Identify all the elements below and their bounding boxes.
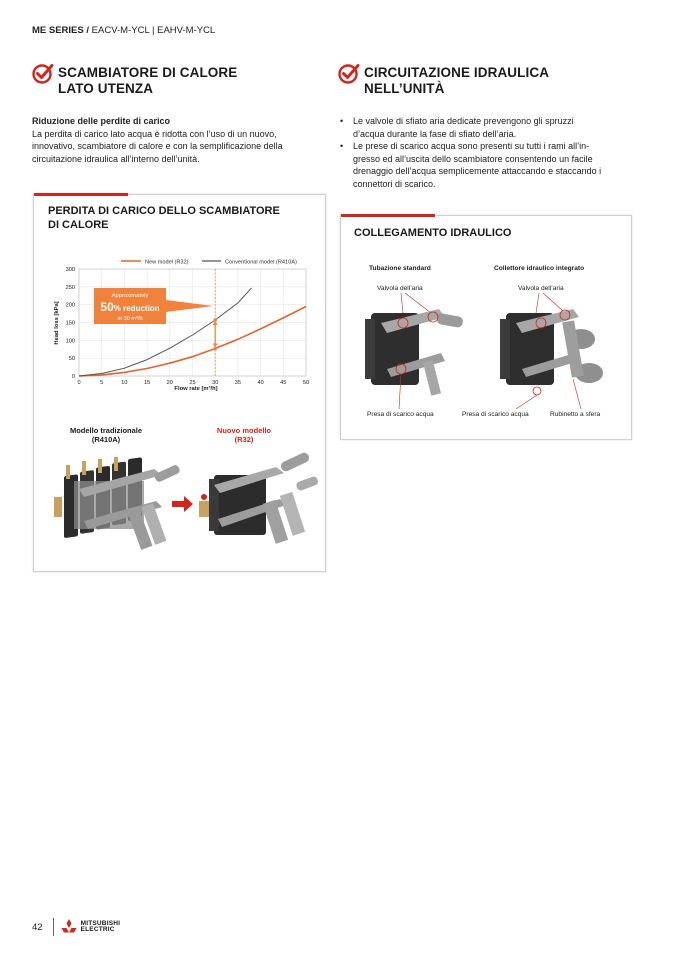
- x-tick-label: 50: [302, 380, 310, 386]
- x-tick-label: 35: [234, 380, 242, 386]
- left-body-line: innovativo, scambiatore di calore e con la semplificazione della: [32, 141, 283, 151]
- x-tick-label: 0: [77, 380, 81, 386]
- brand-wordmark: [81, 921, 121, 934]
- caption-old-model: [56, 426, 156, 444]
- caption-new-line2: (R32): [234, 435, 254, 444]
- left-section-title: [32, 62, 237, 97]
- annotation-reduction-label: % reduction: [113, 304, 160, 313]
- heat-exchanger-comparison-image: [44, 449, 319, 559]
- left-subtitle: Riduzione delle perdite di carico: [32, 116, 171, 126]
- series-label: ME SERIES /: [32, 25, 90, 36]
- right-title-line2: NELL’UNITÀ: [364, 81, 445, 96]
- standard-piping-heading: Tubazione standard: [369, 265, 431, 272]
- bullet-line: d’acqua durante la fase di sfiato dell’aria.: [353, 128, 517, 139]
- y-tick-label: 200: [65, 302, 75, 309]
- x-tick-label: 45: [280, 380, 287, 386]
- standard-piping-image: [365, 293, 464, 409]
- footer-divider: [53, 918, 54, 936]
- left-body-line: circuitazione idraulica all’interno dell’unità.: [32, 153, 200, 164]
- bullet-line: connettori di scarico.: [353, 178, 436, 189]
- chart-title-line1: PERDITA DI CARICO DELLO SCAMBIATORE: [48, 205, 280, 217]
- checkmark-circle-icon: [338, 62, 360, 84]
- model-codes: EACV-M-YCL | EAHV-M-YCL: [91, 25, 216, 36]
- hydraulic-connection-image: [341, 291, 633, 411]
- x-tick-label: 30: [212, 380, 219, 386]
- brand-line2: ELECTRIC: [80, 926, 115, 933]
- brand-line1: MITSUBISHI: [80, 919, 121, 927]
- left-body-text: [32, 115, 322, 165]
- bullet-line: • Le prese di scarico acqua sono presenti su tutti i rami all’in-: [353, 141, 590, 151]
- right-section-heading: [364, 65, 549, 97]
- new-heat-exchanger-image: [199, 451, 319, 544]
- hydraulic-panel-title: COLLEGAMENTO IDRAULICO: [354, 227, 512, 239]
- mitsubishi-electric-logo: [60, 919, 121, 935]
- checkmark-circle-icon: [32, 62, 54, 84]
- left-title-line1: SCAMBIATORE DI CALORE: [58, 65, 238, 80]
- page-number: 42: [32, 921, 43, 933]
- bullet-drain-ports: [338, 140, 638, 190]
- left-section-heading: [58, 65, 237, 97]
- right-bullet-list: [338, 115, 638, 190]
- y-tick-label: 100: [65, 338, 75, 345]
- x-tick-label: 20: [166, 380, 173, 386]
- page-footer: [32, 918, 120, 936]
- annotation-line3: at 30 m³/h: [117, 316, 143, 322]
- x-axis-label: Flow rate [m³/h]: [174, 386, 218, 392]
- integrated-manifold-heading: Collettore idraulico integrato: [494, 265, 585, 272]
- annotation-point-new: [213, 347, 217, 351]
- bullet-line: • Le valvole di sfiato aria dedicate prevengono gli spruzzi: [353, 116, 574, 126]
- caption-new-line1: Nuovo modello: [216, 426, 272, 435]
- caption-new-model: [204, 426, 284, 444]
- head-loss-chart: [34, 195, 327, 395]
- y-tick-label: 250: [65, 284, 75, 291]
- old-heat-exchanger-image: [54, 457, 181, 550]
- pressure-loss-panel: [33, 194, 326, 572]
- bullet-line: gresso ed all’uscita dello scambiatore consentendo un facile: [353, 153, 593, 164]
- right-title-line1: CIRCUITAZIONE IDRAULICA: [364, 65, 550, 80]
- x-tick-label: 10: [121, 380, 128, 386]
- arrow-right-icon: [172, 496, 193, 512]
- hydraulic-connection-panel: [340, 215, 632, 440]
- annotation-percent: 50: [100, 300, 114, 314]
- panel-accent-bar: [341, 214, 435, 217]
- caption-old-line2: (R410A): [91, 435, 121, 444]
- y-tick-label: 150: [65, 320, 75, 327]
- bullet-line: drenaggio dell’acqua semplicemente attaccando e staccando i: [353, 166, 602, 176]
- chart-legend: [121, 260, 297, 266]
- chart-title-line2: DI CALORE: [48, 218, 109, 231]
- left-title-line2: LATO UTENZA: [58, 81, 154, 96]
- integrated-manifold-image: [500, 293, 603, 409]
- x-tick-label: 25: [189, 380, 196, 386]
- x-tick-label: 40: [257, 380, 264, 386]
- caption-old-line1: Modello tradizionale: [69, 426, 143, 435]
- y-tick-label: 300: [65, 267, 75, 273]
- annotation-point-conventional: [213, 318, 217, 322]
- legend-label-new: New model (R32): [145, 259, 189, 266]
- bullet-air-valves: [338, 115, 638, 140]
- air-valve-label-right: Valvola dell’aria: [518, 285, 564, 292]
- right-section-title: [338, 62, 549, 97]
- annotation-line1: Approximately: [111, 293, 149, 299]
- ball-valve-label: Rubinetto a sfera: [550, 411, 601, 418]
- y-tick-label: 50: [68, 356, 75, 363]
- three-diamonds-icon: [60, 919, 78, 935]
- legend-label-conventional: Conventional model (R410A): [225, 259, 297, 266]
- drain-label-right: Presa di scarico acqua: [462, 411, 529, 418]
- y-tick-label: 0: [71, 374, 75, 380]
- page-header: [32, 25, 215, 36]
- left-body-line: La perdita di carico lato acqua è ridotta con l’uso di un nuovo,: [32, 128, 277, 139]
- y-axis-label: Head loss [kPa]: [54, 301, 60, 345]
- air-valve-label-left: Valvola dell’aria: [377, 285, 423, 292]
- drain-label-left: Presa di scarico acqua: [367, 411, 434, 418]
- x-tick-label: 15: [143, 380, 151, 386]
- x-tick-label: 5: [100, 380, 104, 386]
